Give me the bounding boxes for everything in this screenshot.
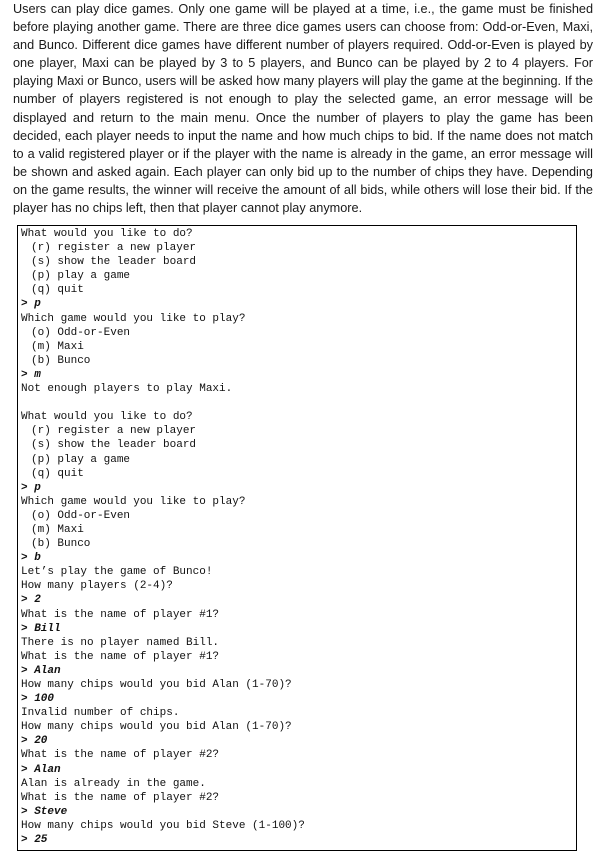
console-input-line: > 20	[21, 735, 48, 748]
console-option-line: (q) quit	[31, 284, 84, 297]
console-option-line: (s) show the leader board	[31, 439, 197, 452]
console-output-line	[21, 396, 305, 410]
console-input-line: > Steve	[21, 805, 68, 818]
console-input-line: > p	[21, 481, 41, 494]
console-input-line: > 100	[21, 693, 55, 706]
console-option-line: (r) register a new player	[31, 242, 197, 255]
console-input-line: > Alan	[21, 664, 61, 677]
console-output-line: How many chips would you bid Steve (1-100)?	[21, 819, 305, 832]
console-output-line: Alan is already in the game.	[21, 777, 206, 790]
console-option-line: (s) show the leader board	[31, 256, 197, 269]
console-option-line: (q) quit	[31, 467, 84, 480]
console-option-line: (o) Odd-or-Even	[31, 509, 131, 522]
console-lines	[21, 227, 305, 847]
console-output-line: What is the name of player #1?	[21, 650, 220, 663]
console-input-line: > b	[21, 552, 41, 565]
console-option-line: (b) Bunco	[31, 538, 91, 551]
console-input-line: > p	[21, 298, 41, 311]
console-option-line: (m) Maxi	[31, 340, 84, 353]
console-output-line: Which game would you like to play?	[21, 312, 246, 325]
console-output-line: What is the name of player #2?	[21, 791, 220, 804]
console-input-line: > Alan	[21, 763, 61, 776]
console-option-line: (m) Maxi	[31, 523, 84, 536]
console-output-line: There is no player named Bill.	[21, 636, 220, 649]
console-output-line: How many chips would you bid Alan (1-70)?	[21, 679, 292, 691]
console-output-line: Invalid number of chips.	[21, 707, 180, 720]
description-paragraph: Users can play dice games. Only one game will be played at a time, i.e., the game must be finished before playing another game. There are three dice games users can choose from: Odd-or-Even, Maxi, and Bunco. Different dice games have different number of players required. Odd-or-Even is played by one player, Maxi can be played by 3 to 5 players, and Bunco can be played by 2 to 4 players. For playing Maxi or Bunco, users will be asked how many players will play the game at the beginning. If the number of players registered is not enough to play the selected game, an error message will be displayed and return to the main menu. Once the number of players to play the game has been decided, each player needs to input the name and how much chips to bid. If the name does not match to a valid registered player or if the player with the name is already in the game, an error message will be shown and asked again. Each player can only bid up to the number of chips they have. Depending on the game results, the winner will receive the amount of all bids, while others will lose their bid. If the player has no chips left, then that player cannot play anymore.	[13, 2, 593, 216]
console-input-line: > m	[21, 368, 41, 381]
console-input-line: > Bill	[21, 622, 61, 635]
console-output-line: What is the name of player #2?	[21, 749, 220, 762]
console-transcript	[17, 225, 577, 851]
console-output-line: How many players (2-4)?	[21, 580, 173, 593]
console-output-line: What is the name of player #1?	[21, 608, 220, 621]
console-output-line: Let’s play the game of Bunco!	[21, 566, 213, 579]
console-output-line: How many chips would you bid Alan (1-70)?	[21, 721, 292, 734]
console-output-line: What would you like to do?	[21, 228, 193, 240]
console-input-line: > 2	[21, 594, 41, 607]
console-option-line: (o) Odd-or-Even	[31, 326, 131, 339]
console-output-line: What would you like to do?	[21, 411, 193, 424]
console-option-line: (p) play a game	[31, 270, 131, 283]
console-output-line: Which game would you like to play?	[21, 495, 246, 508]
console-input-line: > 25	[21, 834, 48, 847]
console-option-line: (p) play a game	[31, 453, 131, 466]
console-option-line: (b) Bunco	[31, 354, 91, 367]
console-output-line: Not enough players to play Maxi.	[21, 383, 233, 396]
console-option-line: (r) register a new player	[31, 425, 197, 438]
